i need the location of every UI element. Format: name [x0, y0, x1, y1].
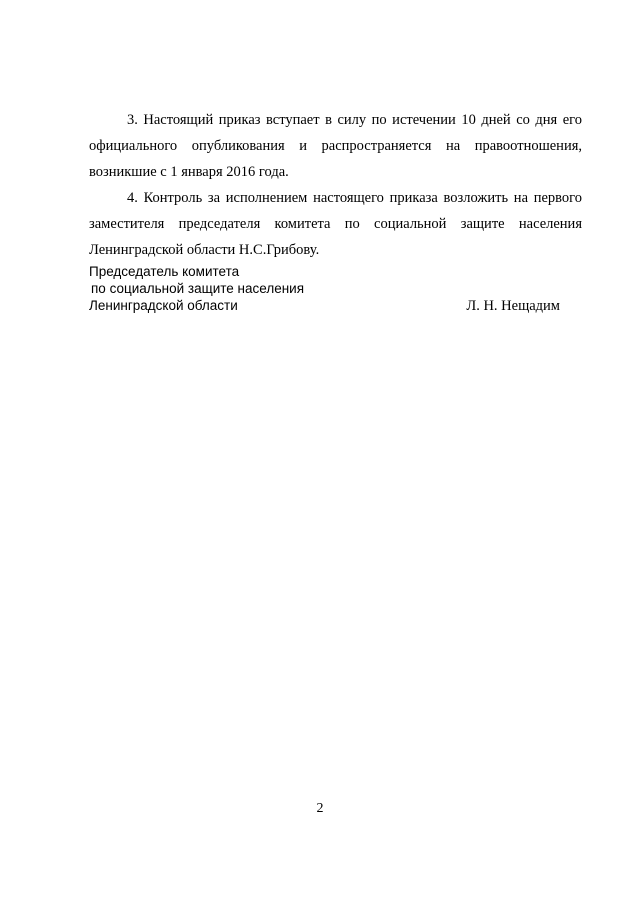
- signature-title-line-2: по социальной защите населения: [91, 281, 305, 296]
- signature-row: [89, 297, 582, 315]
- page-number: 2: [316, 801, 324, 816]
- signature-title-line-1: Председатель комитета: [89, 264, 240, 279]
- signatory-name: Л. Н. Нещадим: [466, 298, 560, 314]
- signature-title-line-3: Ленинградской области: [89, 298, 238, 313]
- paragraph-4: 4. Контроль за исполнением настоящего приказа возложить на первого заместителя председателя комитета по социальной защите населения Ленинградской области Н.С.Грибову.: [89, 189, 582, 258]
- signature-block: [89, 263, 582, 315]
- paragraph-3: 3. Настоящий приказ вступает в силу по истечении 10 дней со дня его официального опубликования и распространяется на правоотношения, возникшие с 1 января 2016 года.: [89, 111, 582, 180]
